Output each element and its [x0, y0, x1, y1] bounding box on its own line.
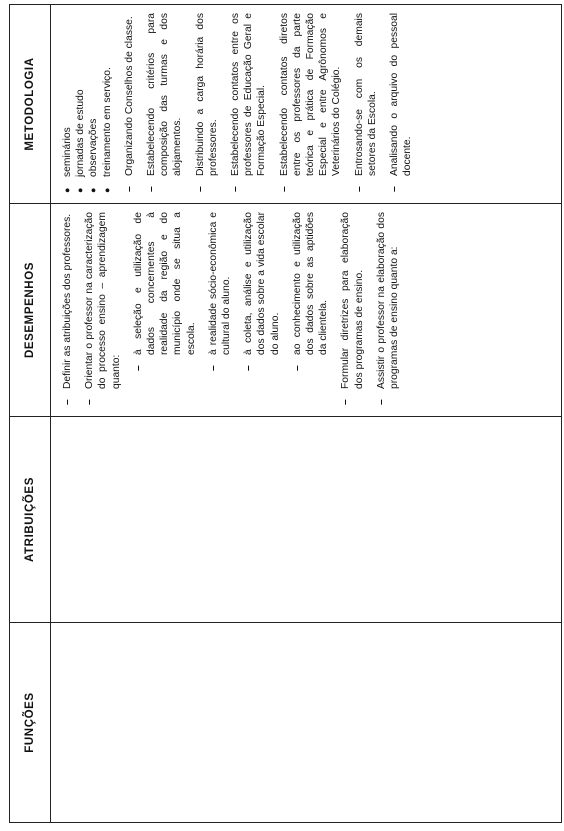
- dash-marker: –: [340, 399, 352, 405]
- desempenho-item: [339, 212, 365, 406]
- desempenho-item: [83, 212, 123, 406]
- metodologia-text: Estabelecendo contatos diretos entre os professores da parte teórica e prática de Formação Especial e entre Agrônomos e Veterinários do Colégio.: [278, 13, 343, 176]
- metodologia-bullet-item: [101, 13, 114, 193]
- desempenhos-list: [51, 204, 416, 416]
- desempenho-item: [375, 212, 401, 406]
- metodologia-cell: [51, 5, 561, 203]
- metodologia-text: Organizando Conselhos de classe.: [123, 16, 135, 176]
- planning-table: [9, 4, 562, 823]
- metodologia-item: [229, 13, 269, 193]
- desempenho-text: à coleta, análise e utilização dos dados sobre a vida escolar do aluno.: [243, 212, 281, 355]
- header-metodologia: METODOLOGIA: [24, 57, 36, 151]
- atribuicoes-cell: [51, 416, 561, 622]
- desempenho-text: Definir as atribuições dos professores.: [62, 213, 73, 389]
- header-cell-atribuicoes: [10, 416, 50, 622]
- desempenho-text: Orientar o professor na caracterização do processo ensino – aprendizagem quanto:: [84, 212, 122, 389]
- dash-marker: –: [243, 365, 255, 371]
- metodologia-item: [145, 13, 185, 193]
- desempenho-item: [61, 212, 74, 406]
- metodologia-text: Estabelecendo critérios para composição das turmas e dos alojamentos.: [146, 13, 184, 176]
- metodologia-bullet-item: [61, 13, 74, 193]
- metodologia-item: [123, 13, 136, 193]
- dash-marker: –: [207, 365, 219, 371]
- metodologia-item: [388, 13, 414, 193]
- desempenho-item: [207, 212, 233, 406]
- metodologia-bullet-item: [74, 13, 87, 193]
- dash-marker: –: [194, 186, 206, 192]
- dash-marker: –: [389, 186, 401, 192]
- desempenho-item: [242, 212, 282, 406]
- dash-marker: –: [291, 365, 303, 371]
- header-cell-metodologia: [10, 5, 50, 203]
- bullet-dot-icon: ●: [75, 187, 86, 193]
- dash-marker: –: [230, 186, 242, 192]
- header-cell-funcoes: [10, 622, 50, 822]
- metodologia-text: Distribuindo a carga horária dos professores.: [194, 13, 219, 176]
- dash-marker: –: [146, 186, 158, 192]
- dash-marker: –: [132, 365, 144, 371]
- table-header-row: [10, 5, 51, 822]
- bullet-dot-icon: ●: [88, 187, 99, 193]
- header-atribuicoes: ATRIBUIÇÕES: [24, 477, 36, 562]
- desempenho-text: à realidade sócio-econômica e cultural do aluno.: [207, 212, 233, 355]
- desempenho-item: [132, 212, 198, 406]
- desempenho-text: ao conhecimento e utilização dos dados sobre as aptidões da clientela.: [291, 212, 330, 355]
- metodologia-text: Analisando o arquivo do pessoal docente.: [389, 13, 414, 176]
- desempenhos-cell: [51, 203, 561, 416]
- metodologia-item: [278, 13, 344, 193]
- header-desempenhos: DESEMPENHOS: [24, 261, 36, 359]
- metodologia-bullet-text: treinamento em serviço.: [101, 67, 113, 177]
- desempenho-text: à seleção e utilização de dados concernentes à realidade da região e do município onde se situa a escola.: [132, 212, 197, 355]
- metodologia-list: [51, 5, 429, 203]
- table-body-row: [51, 5, 561, 822]
- desempenho-item: [291, 212, 331, 406]
- dash-marker: –: [353, 186, 365, 192]
- funcoes-cell: [51, 622, 561, 822]
- metodologia-bullet-text: jornadas de estudo: [75, 89, 87, 177]
- dash-marker: –: [278, 186, 290, 192]
- metodologia-bullet-text: observações: [88, 118, 100, 177]
- dash-marker: –: [62, 399, 73, 405]
- metodologia-items: [123, 13, 415, 193]
- bullet-dot-icon: ●: [101, 187, 112, 193]
- header-cell-desempenhos: [10, 203, 50, 416]
- metodologia-item: [353, 13, 379, 193]
- desempenho-text: Assistir o professor na elaboração dos programas de ensino quanto a:: [375, 212, 401, 389]
- bullet-dot-icon: ●: [62, 187, 72, 193]
- metodologia-bullet-text: seminários: [62, 127, 73, 177]
- dash-marker: –: [123, 186, 135, 192]
- metodologia-text: Estabelecendo contatos entre os professores de Educação Geral e Formação Especial.: [230, 13, 268, 176]
- dash-marker: –: [84, 399, 96, 405]
- metodologia-bullets: [61, 13, 114, 193]
- metodologia-item: [194, 13, 220, 193]
- metodologia-bullet-item: [87, 13, 100, 193]
- dash-marker: –: [375, 399, 387, 405]
- metodologia-text: Entrosando-se com os demais setores da Escola.: [353, 13, 378, 176]
- desempenho-text: Formular diretrizes para elaboração dos programas de ensino.: [340, 212, 365, 389]
- header-funcoes: FUNÇÕES: [24, 692, 36, 753]
